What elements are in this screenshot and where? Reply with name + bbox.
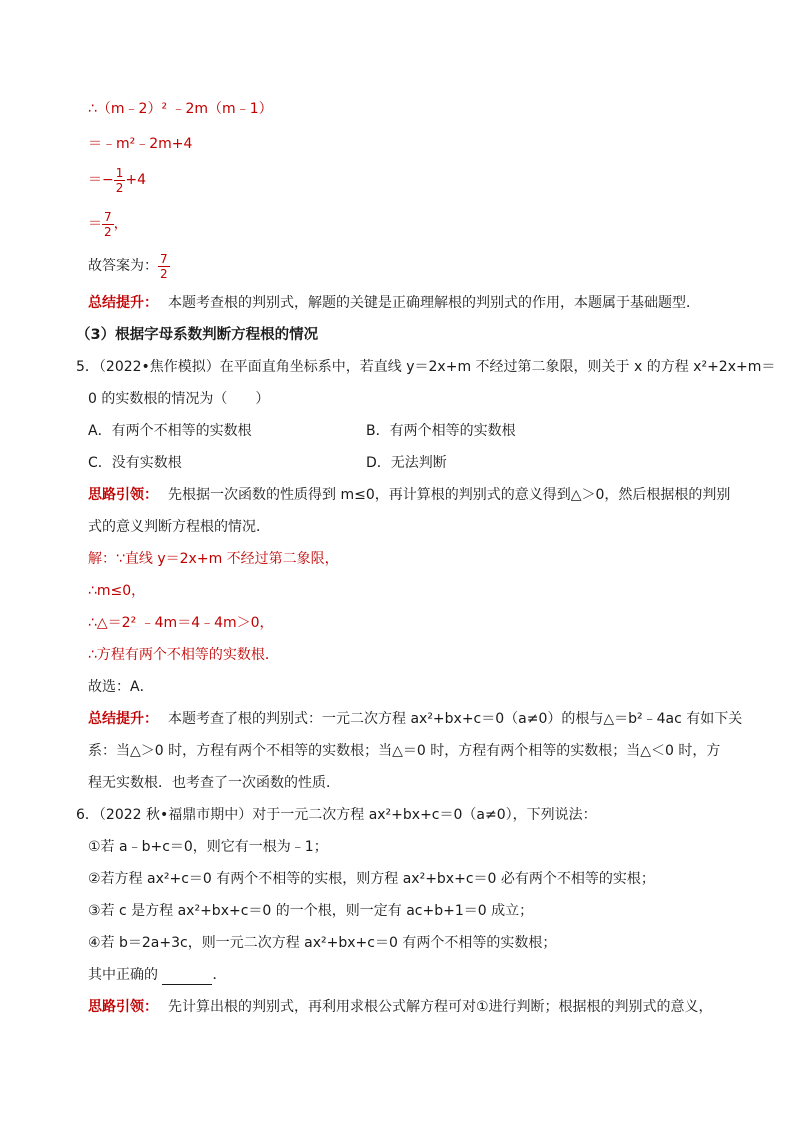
sol4-line1: ∴（m﹣2）² ﹣2m（m﹣1）: [88, 101, 273, 117]
q5-option-b: B．有两个相等的实数根: [366, 423, 516, 439]
sol4-answer: 故答案为： $\frac{7}{2}$: [88, 251, 168, 281]
q5-solution-line3: ∴△＝2² ﹣4m＝4﹣4m＞0，: [88, 615, 274, 631]
section-title: （3）根据字母系数判断方程根的情况: [76, 327, 319, 343]
q5-option-d: D．无法判断: [366, 455, 447, 471]
q5-summary-line1: 总结提升： 本题考查了根的判别式：一元二次方程 ax²+bx+c＝0（a≠0）的根与△＝b²﹣4ac 有如下关: [88, 711, 743, 727]
sol4-summary: 总结提升： 本题考查根的判别式，解题的关键是正确理解根的判别式的作用，本题属于基础题型．: [88, 295, 700, 311]
q6-statement-1: ①若 a﹣b+c＝0，则它有一根为﹣1；: [88, 839, 328, 855]
q5-option-a: A．有两个不相等的实数根: [88, 423, 252, 439]
q5-hint-line2: 式的意义判断方程根的情况．: [88, 519, 270, 535]
q5-summary-line3: 程无实数根．也考查了一次函数的性质．: [88, 775, 340, 791]
q6-answer-line: 其中正确的 ．: [88, 967, 227, 983]
sol4-line2: ＝﹣m²﹣2m+4: [88, 136, 193, 152]
q5-solution-line1: 解：∵直线 y＝2x+m 不经过第二象限，: [88, 551, 339, 567]
q5-option-c: C．没有实数根: [88, 455, 182, 471]
q5-solution-line2: ∴m≤0，: [88, 583, 146, 599]
q6-stem: 6．（2022 秋•福鼎市期中）对于一元二次方程 ax²+bx+c＝0（a≠0），下列说法：: [76, 807, 597, 823]
q6-statement-4: ④若 b＝2a+3c，则一元二次方程 ax²+bx+c＝0 有两个不相等的实数根；: [88, 935, 557, 951]
q6-statement-2: ②若方程 ax²+c＝0 有两个不相等的实根，则方程 ax²+bx+c＝0 必有两个不相等的实根；: [88, 871, 655, 887]
q6-statement-3: ③若 c 是方程 ax²+bx+c＝0 的一个根，则一定有 ac+b+1＝0 成立；: [88, 903, 534, 919]
sol4-line3: ＝− $\frac{1}{2}$ +4: [88, 165, 147, 195]
q5-hint-line1: 思路引领： 先根据一次函数的性质得到 m≤0，再计算根的判别式的意义得到△＞0，然后根据根的判别: [88, 487, 731, 503]
q5-summary-line2: 系：当△＞0 时，方程有两个不相等的实数根；当△＝0 时，方程有两个相等的实数根；当△＜0 时，方: [88, 743, 721, 759]
q5-stem-line2: 0 的实数根的情况为（ ）: [88, 391, 270, 407]
q5-stem-line1: 5．（2022•焦作模拟）在平面直角坐标系中，若直线 y＝2x+m 不经过第二象限，则关于 x 的方程 x²+2x+m＝: [76, 359, 776, 375]
q5-solution-line4: ∴方程有两个不相等的实数根．: [88, 647, 279, 663]
answer-blank: [162, 970, 212, 985]
sol4-line4: ＝ $\frac{7}{2}$ ，: [88, 209, 128, 239]
q5-choice: 故选：A．: [88, 679, 154, 695]
q6-hint-line1: 思路引领： 先计算出根的判别式，再利用求根公式解方程可对①进行判断；根据根的判别式的意义，: [88, 999, 713, 1015]
